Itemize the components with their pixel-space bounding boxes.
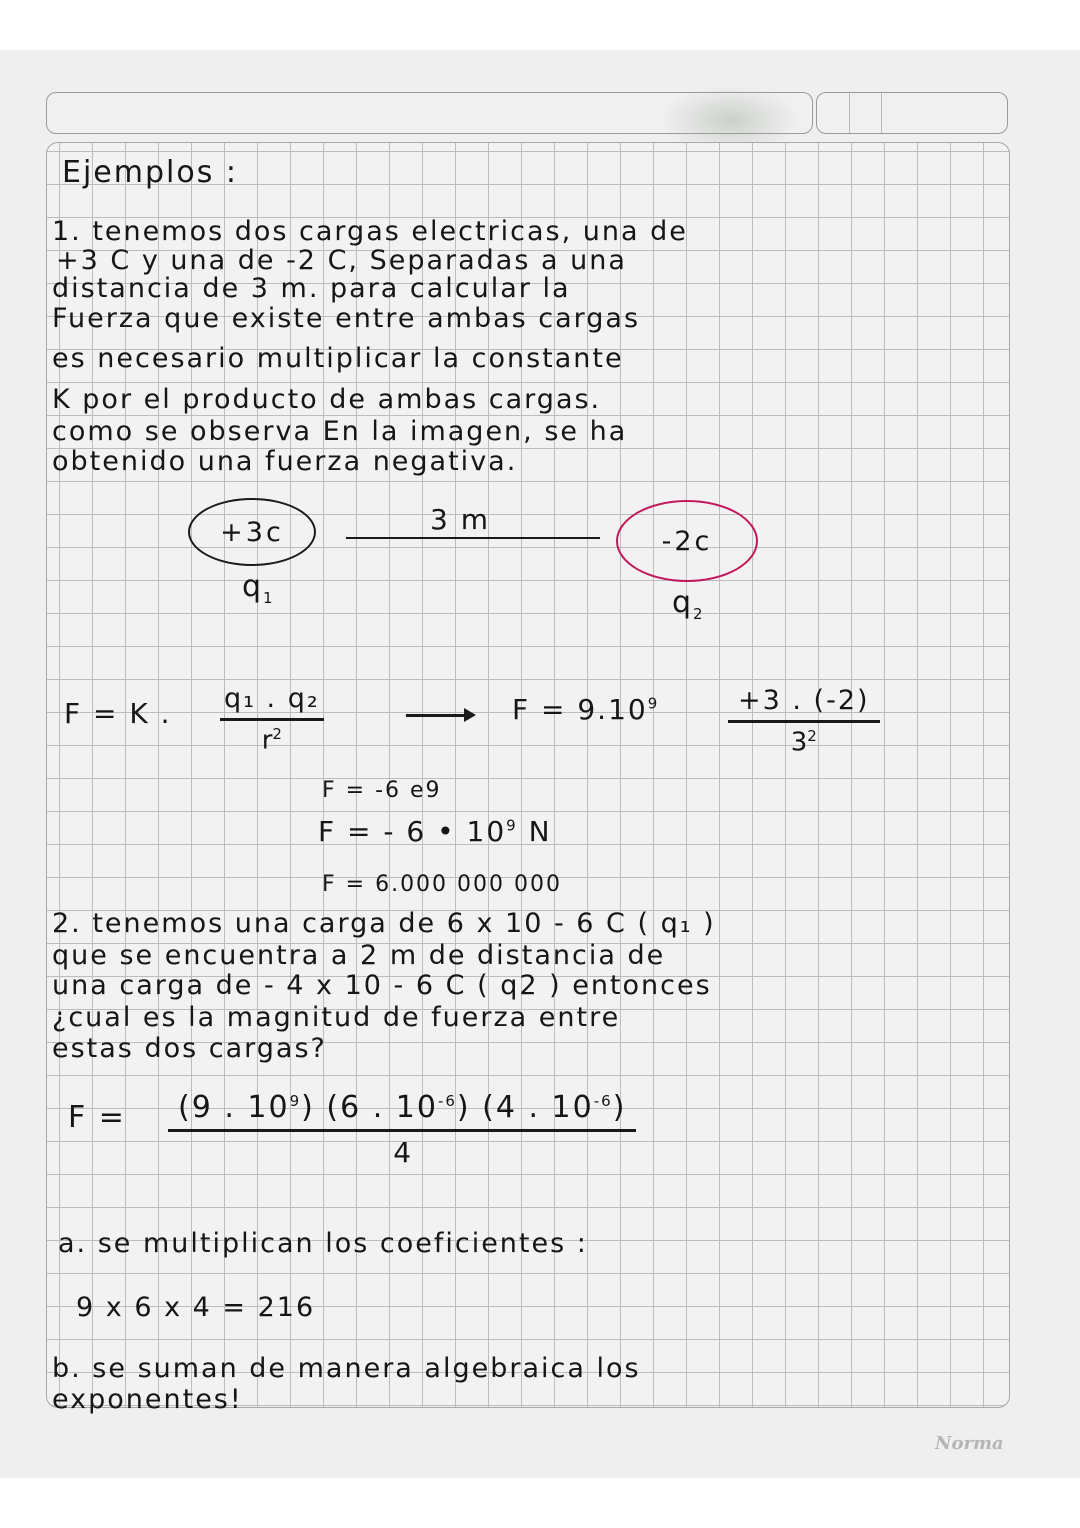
formula-lhs: F = K . xyxy=(64,697,172,730)
charge-q2-value: -2c xyxy=(661,525,713,557)
ex2-formula-numerator: (9 . $10^9$) (6 . $10^{-6}$) (4 . $10^{-6}$) xyxy=(168,1090,636,1132)
ex2-formula-fraction xyxy=(168,1090,636,1169)
ex2-line-5: estas dos cargas? xyxy=(52,1033,327,1064)
result-line-2: F = - 6 • $10^9$ N xyxy=(318,815,552,848)
ex2-formula-lhs: F = xyxy=(68,1100,126,1135)
substituted-denominator: $3^2$ xyxy=(790,727,817,758)
charge-q1-value: +3c xyxy=(220,516,284,548)
step-b-line-2: exponentes! xyxy=(52,1384,243,1415)
ex2-line-4: ¿cual es la magnitud de fuerza entre xyxy=(52,1002,621,1033)
result-line-1: F = -6 e9 xyxy=(322,778,442,803)
ex1-line-5: es necesario multiplicar la constante xyxy=(52,343,624,374)
step-a-calculation: 9 x 6 x 4 = 216 xyxy=(76,1292,316,1323)
ex1-line-8: obtenido una fuerza negativa. xyxy=(52,446,518,477)
ex1-line-1: 1. tenemos dos cargas electricas, una de xyxy=(52,216,688,247)
ex1-line-6: K por el producto de ambas cargas. xyxy=(52,384,602,415)
charge-q2-circle xyxy=(616,500,758,582)
formula-numerator: q₁ . q₂ xyxy=(220,683,324,721)
ex1-line-4: Fuerza que existe entre ambas cargas xyxy=(52,303,641,334)
header-box-right xyxy=(816,92,1008,134)
step-b-line-1: b. se suman de manera algebraica los xyxy=(52,1353,641,1384)
formula-fraction xyxy=(220,683,324,756)
distance-label: 3 m xyxy=(430,503,490,536)
ex1-line-2: +3 C y una de -2 C, Separadas a una xyxy=(56,245,627,276)
formula-denominator: $r^2$ xyxy=(261,725,282,756)
charge-q1-label: $q_1$ xyxy=(242,569,275,607)
page-title: Ejemplos : xyxy=(62,155,238,190)
ex1-line-7: como se observa En la imagen, se ha xyxy=(52,416,628,447)
ex2-formula-denominator: 4 xyxy=(393,1136,412,1169)
notebook-page xyxy=(0,50,1080,1478)
arrow-icon xyxy=(406,714,472,717)
charge-q1-circle xyxy=(188,498,316,566)
ex1-line-3: distancia de 3 m. para calcular la xyxy=(52,273,571,304)
substituted-numerator: +3 . (-2) xyxy=(728,685,880,723)
ex2-line-2: que se encuentra a 2 m de distancia de xyxy=(52,940,666,971)
ex2-line-3: una carga de - 4 x 10 - 6 C ( q2 ) entonces xyxy=(52,970,712,1001)
step-a-label: a. se multiplican los coeficientes : xyxy=(58,1228,588,1259)
substituted-lhs: $F = 9.10^9$ xyxy=(512,693,660,726)
ex2-line-1: 2. tenemos una carga de 6 x 10 - 6 C ( q₁ ) xyxy=(52,908,716,939)
result-line-3: F = 6.000 000 000 xyxy=(322,872,563,897)
charge-q2-label: $q_2$ xyxy=(672,585,705,623)
notebook-brand-logo: Norma xyxy=(935,1433,1004,1454)
distance-line xyxy=(346,537,600,539)
substituted-fraction xyxy=(728,685,880,758)
